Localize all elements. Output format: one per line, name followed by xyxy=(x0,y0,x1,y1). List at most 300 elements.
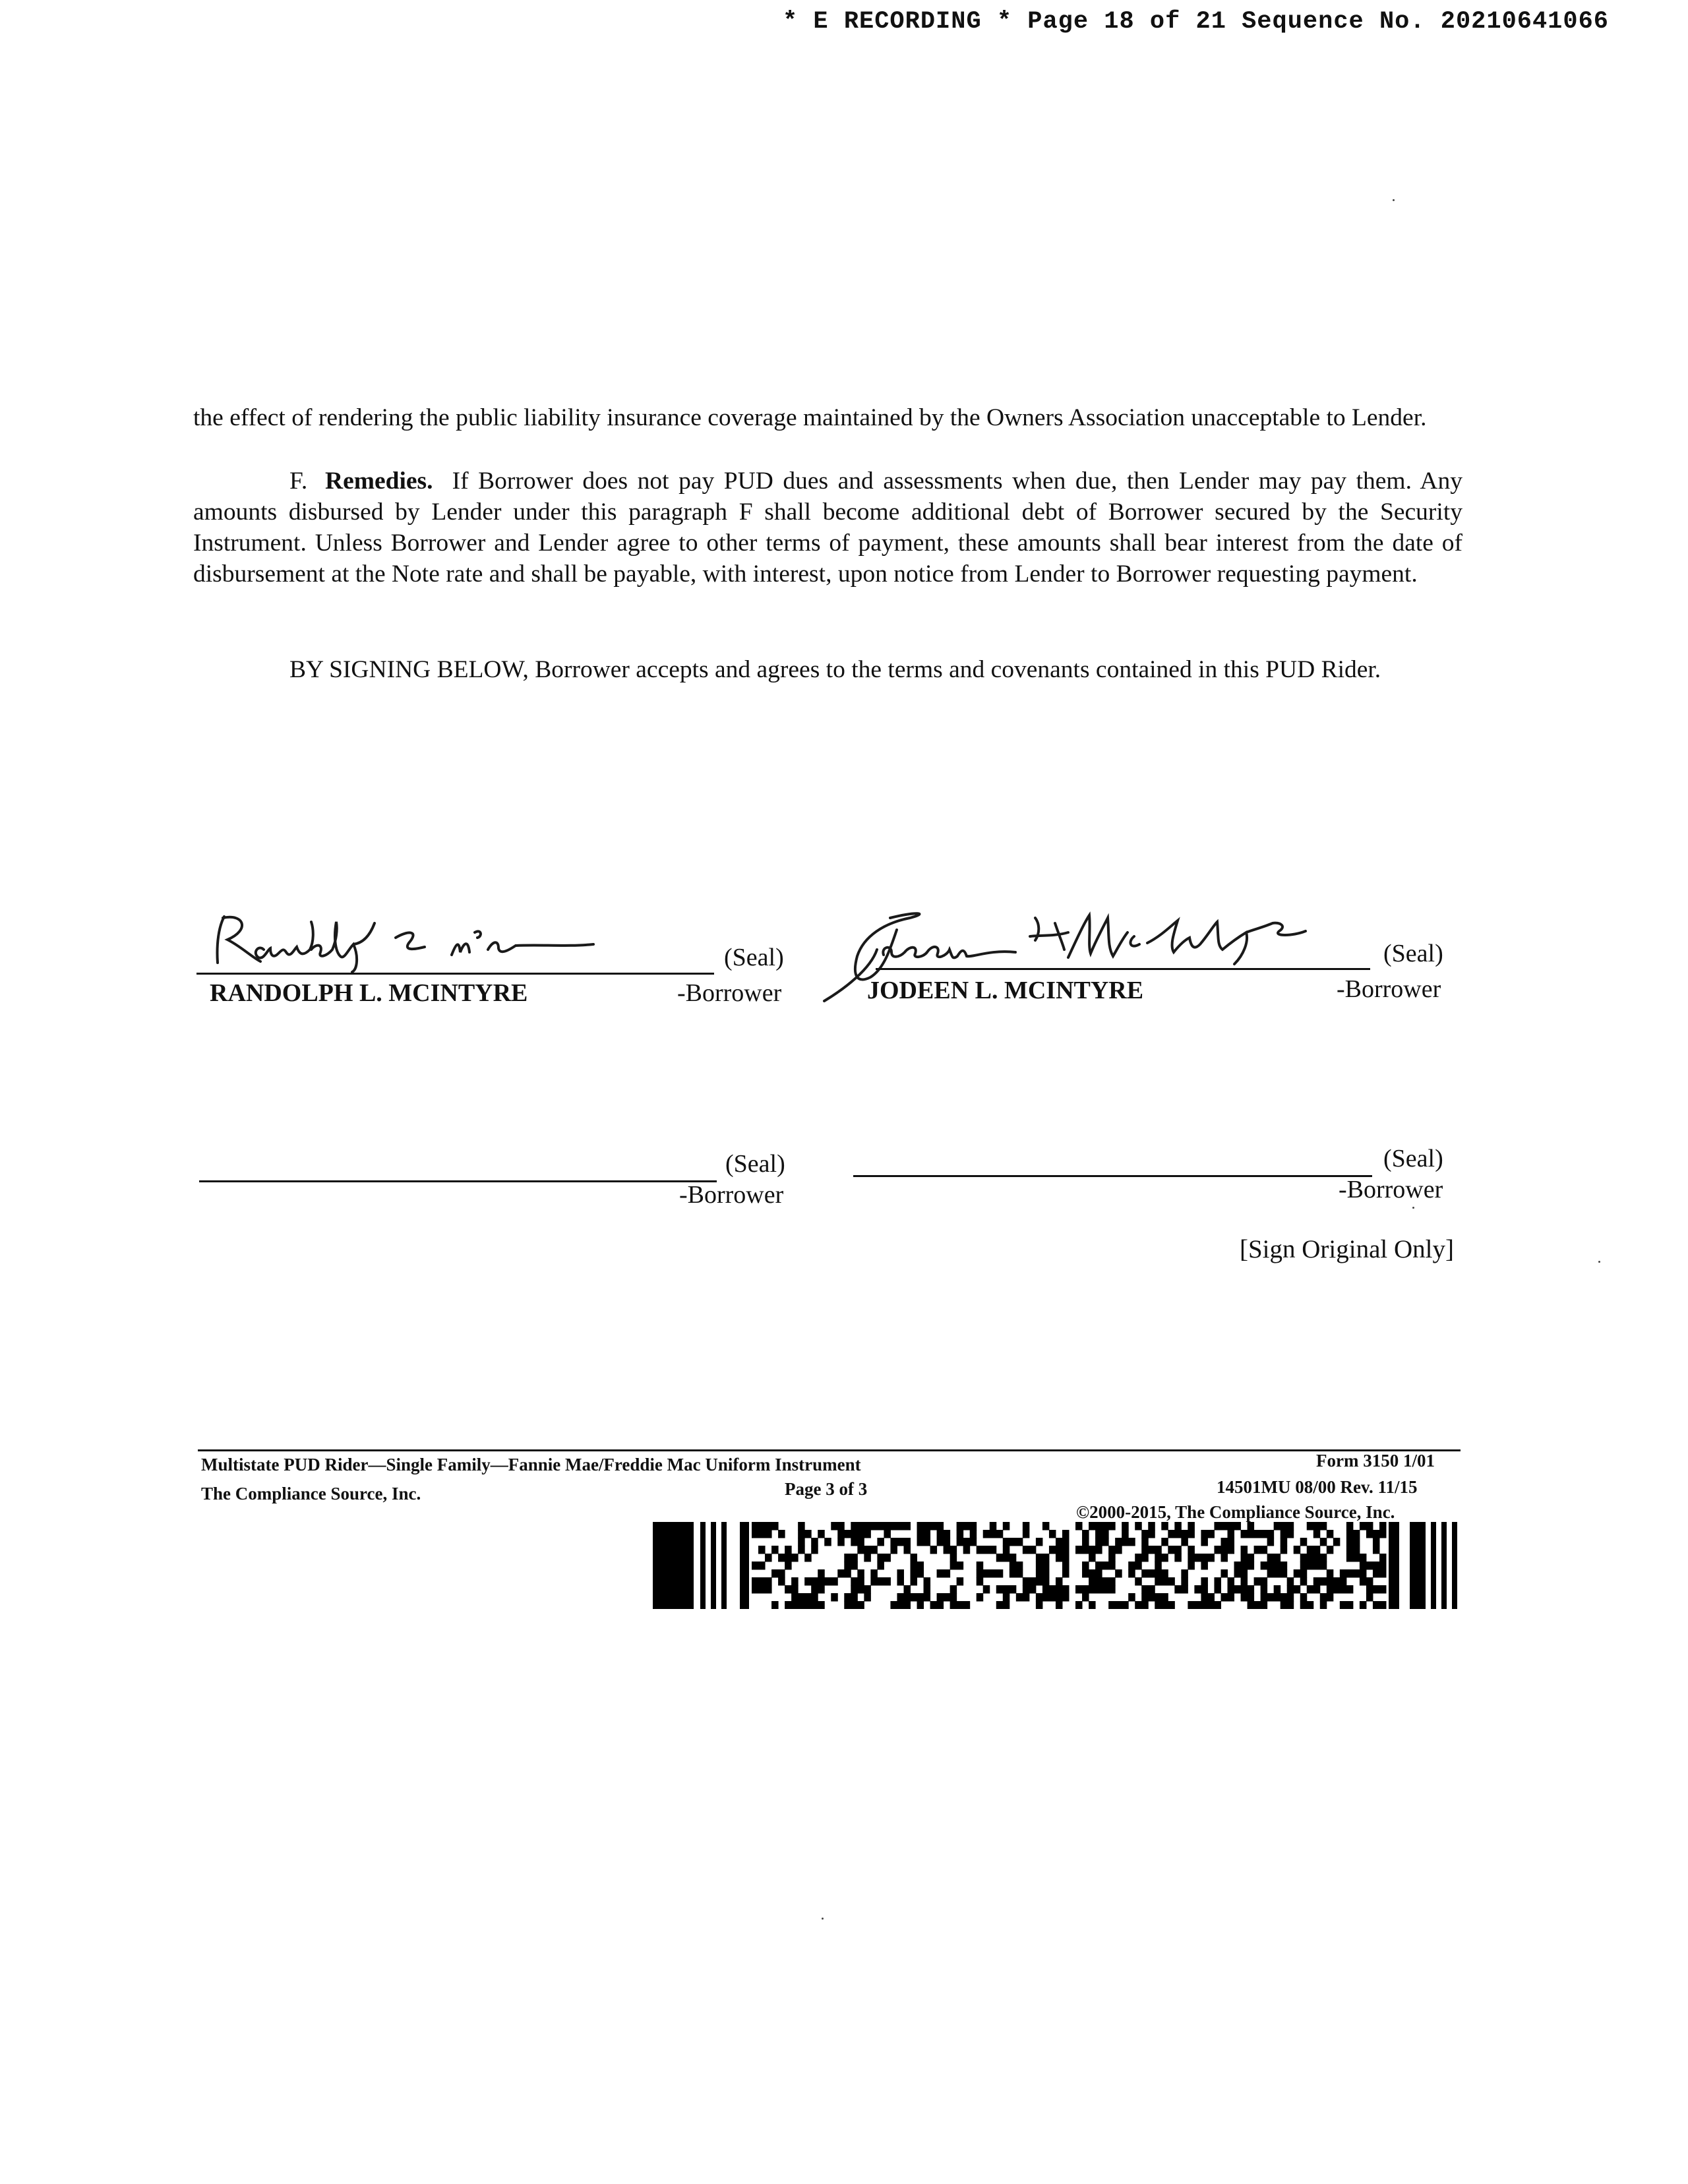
barcode-module xyxy=(1128,1538,1135,1546)
barcode-module xyxy=(1366,1585,1373,1594)
borrower1-signature xyxy=(198,903,607,976)
barcode-module xyxy=(1075,1546,1083,1554)
barcode-module xyxy=(771,1522,779,1531)
barcode-module xyxy=(1042,1554,1050,1562)
barcode-module xyxy=(1201,1562,1208,1570)
barcode-module xyxy=(857,1522,864,1531)
barcode-module xyxy=(950,1593,957,1602)
barcode-module xyxy=(1188,1601,1195,1609)
barcode-module xyxy=(1261,1530,1268,1538)
barcode-module xyxy=(818,1530,825,1538)
barcode-module xyxy=(798,1530,805,1538)
barcode-module xyxy=(1128,1569,1135,1578)
barcode-module xyxy=(1389,1522,1399,1609)
barcode-module xyxy=(1353,1546,1360,1554)
barcode-module xyxy=(1135,1601,1142,1609)
barcode-module xyxy=(1379,1554,1387,1562)
barcode-module xyxy=(1333,1585,1341,1594)
barcode-module xyxy=(1128,1593,1135,1602)
barcode-module xyxy=(765,1522,772,1531)
barcode-module xyxy=(1122,1601,1129,1609)
barcode-module xyxy=(1320,1538,1327,1546)
barcode-module xyxy=(818,1577,825,1586)
barcode-module xyxy=(1056,1593,1063,1602)
barcode-module xyxy=(765,1554,772,1562)
barcode-module xyxy=(970,1530,977,1538)
barcode-module xyxy=(1141,1585,1149,1594)
barcode-module xyxy=(1307,1554,1314,1562)
barcode-module xyxy=(1214,1585,1221,1594)
barcode-module xyxy=(996,1601,1004,1609)
barcode-module xyxy=(1029,1585,1037,1594)
barcode-module xyxy=(1327,1593,1334,1602)
barcode-module xyxy=(1082,1546,1089,1554)
barcode-module xyxy=(857,1577,864,1586)
barcode-module xyxy=(970,1522,977,1531)
barcode-module xyxy=(1346,1546,1354,1554)
barcode-module xyxy=(1108,1585,1116,1594)
barcode-module xyxy=(798,1522,805,1531)
barcode-module xyxy=(1023,1593,1030,1602)
barcode-module xyxy=(1102,1585,1109,1594)
barcode-module xyxy=(1300,1593,1308,1602)
barcode-module xyxy=(937,1601,944,1609)
barcode-module xyxy=(1102,1530,1109,1538)
barcode-module xyxy=(944,1538,951,1546)
barcode-module xyxy=(1313,1585,1321,1594)
barcode-module xyxy=(1003,1585,1010,1594)
barcode-module xyxy=(903,1546,911,1554)
barcode-module xyxy=(1095,1562,1102,1570)
barcode-module xyxy=(924,1522,931,1531)
barcode-module xyxy=(870,1569,878,1578)
barcode-module xyxy=(924,1585,931,1594)
barcode-module xyxy=(1241,1569,1248,1578)
barcode-module xyxy=(831,1522,838,1531)
barcode-module xyxy=(844,1569,851,1578)
barcode-module xyxy=(1373,1585,1380,1594)
barcode-module xyxy=(1234,1562,1242,1570)
barcode-module xyxy=(1188,1522,1195,1531)
barcode-module xyxy=(1287,1577,1294,1586)
barcode-module xyxy=(1181,1538,1188,1546)
barcode-module xyxy=(1010,1585,1017,1594)
barcode-module xyxy=(1346,1538,1354,1546)
barcode-module xyxy=(752,1577,759,1586)
barcode-module xyxy=(911,1577,918,1586)
barcode-module xyxy=(1274,1569,1281,1578)
barcode-module xyxy=(1108,1554,1116,1562)
scan-speck xyxy=(822,1918,824,1920)
barcode-module xyxy=(917,1569,924,1578)
barcode-module xyxy=(1122,1530,1129,1538)
barcode-module xyxy=(804,1554,812,1562)
barcode-module xyxy=(1036,1601,1043,1609)
barcode-module xyxy=(1294,1546,1301,1554)
barcode-module xyxy=(851,1554,858,1562)
barcode-module xyxy=(1241,1530,1248,1538)
barcode-module xyxy=(1181,1530,1188,1538)
barcode-module xyxy=(1194,1601,1201,1609)
barcode-module xyxy=(957,1577,964,1586)
barcode-module xyxy=(1274,1554,1281,1562)
barcode-module xyxy=(1102,1538,1109,1546)
barcode-module xyxy=(844,1601,851,1609)
barcode-module xyxy=(1168,1577,1175,1586)
footer-page-number: Page 3 of 3 xyxy=(785,1479,868,1499)
barcode-module xyxy=(870,1546,878,1554)
barcode-module xyxy=(1062,1593,1070,1602)
barcode-module xyxy=(1010,1569,1017,1578)
barcode-module xyxy=(1115,1546,1122,1554)
barcode-module xyxy=(1075,1522,1083,1531)
barcode-module xyxy=(1036,1593,1043,1602)
barcode-module xyxy=(1108,1522,1116,1531)
barcode-module xyxy=(970,1538,977,1546)
barcode-module xyxy=(1248,1585,1255,1594)
borrower2-signature-line xyxy=(876,968,1370,970)
barcode-module xyxy=(1281,1569,1288,1578)
barcode-module xyxy=(1201,1593,1208,1602)
barcode-module xyxy=(771,1569,779,1578)
barcode-module xyxy=(1274,1562,1281,1570)
barcode-module xyxy=(1366,1562,1373,1570)
barcode-module xyxy=(1441,1522,1447,1609)
barcode-module xyxy=(950,1554,957,1562)
barcode-module xyxy=(1082,1585,1089,1594)
barcode-module xyxy=(903,1522,911,1531)
barcode-module xyxy=(1254,1546,1261,1554)
barcode-module xyxy=(990,1569,997,1578)
barcode-module xyxy=(1161,1569,1168,1578)
barcode-module xyxy=(983,1569,990,1578)
barcode-module xyxy=(957,1530,964,1538)
barcode-module xyxy=(1366,1577,1373,1586)
scan-speck xyxy=(1412,1207,1414,1209)
barcode-module xyxy=(1042,1577,1050,1586)
barcode-module xyxy=(917,1530,924,1538)
barcode-module xyxy=(740,1522,749,1609)
barcode-module xyxy=(1241,1585,1248,1594)
barcode-module xyxy=(1248,1593,1255,1602)
barcode-module xyxy=(1307,1522,1314,1531)
barcode-module xyxy=(1452,1522,1457,1609)
barcode-module xyxy=(1340,1577,1347,1586)
barcode-module xyxy=(791,1593,799,1602)
footer-revision: 14501MU 08/00 Rev. 11/15 xyxy=(1217,1477,1418,1497)
barcode-module xyxy=(1261,1562,1268,1570)
barcode-module xyxy=(1228,1577,1235,1586)
barcode-module xyxy=(837,1538,845,1546)
barcode-module xyxy=(1307,1601,1314,1609)
barcode-module xyxy=(1082,1562,1089,1570)
barcode-module xyxy=(1294,1585,1301,1594)
barcode-module xyxy=(791,1585,799,1594)
barcode-module xyxy=(798,1538,805,1546)
barcode-module xyxy=(1102,1562,1109,1570)
barcode-module xyxy=(950,1546,957,1554)
barcode-module xyxy=(844,1593,851,1602)
barcode-module xyxy=(1095,1522,1102,1531)
barcode-module xyxy=(1373,1562,1380,1570)
barcode-module xyxy=(798,1546,805,1554)
barcode-module xyxy=(752,1562,759,1570)
barcode-module xyxy=(977,1562,984,1570)
barcode-module xyxy=(1373,1538,1380,1546)
barcode-module xyxy=(1161,1522,1168,1531)
borrower1-role: -Borrower xyxy=(677,979,782,1007)
barcode-module xyxy=(1241,1577,1248,1586)
barcode-module xyxy=(1036,1538,1043,1546)
barcode-module xyxy=(950,1562,957,1570)
barcode-module xyxy=(1089,1569,1096,1578)
barcode-module xyxy=(1327,1569,1334,1578)
barcode-module xyxy=(1155,1593,1162,1602)
barcode-module xyxy=(811,1585,818,1594)
barcode-module xyxy=(977,1546,984,1554)
barcode-module xyxy=(1281,1562,1288,1570)
barcode-module xyxy=(957,1562,964,1570)
barcode-module xyxy=(1281,1546,1288,1554)
barcode-module xyxy=(1366,1530,1373,1538)
barcode-module xyxy=(977,1593,984,1602)
barcode-module xyxy=(837,1530,845,1538)
barcode-module xyxy=(944,1569,951,1578)
recording-header: * E RECORDING * Page 18 of 21 Sequence No. 20210641066 xyxy=(783,8,1609,36)
barcode-module xyxy=(1062,1554,1070,1562)
barcode-module xyxy=(1214,1546,1221,1554)
barcode-module xyxy=(1201,1554,1208,1562)
barcode-module xyxy=(1207,1530,1215,1538)
barcode-module xyxy=(1148,1593,1155,1602)
barcode-module xyxy=(937,1522,944,1531)
barcode-module xyxy=(1248,1522,1255,1531)
barcode-module xyxy=(911,1593,918,1602)
barcode-module xyxy=(1089,1585,1096,1594)
barcode-module xyxy=(1261,1546,1268,1554)
barcode-module xyxy=(1188,1562,1195,1570)
barcode-module xyxy=(884,1530,891,1538)
barcode-module xyxy=(752,1530,759,1538)
paragraph-heading: Remedies. xyxy=(325,468,433,495)
barcode-module xyxy=(963,1522,971,1531)
barcode-module xyxy=(1320,1522,1327,1531)
barcode-module xyxy=(1313,1522,1321,1531)
barcode-module xyxy=(963,1546,971,1554)
barcode-module xyxy=(1234,1522,1242,1531)
barcode-module xyxy=(864,1593,871,1602)
barcode-module xyxy=(857,1546,864,1554)
barcode-module xyxy=(977,1577,984,1586)
barcode-module xyxy=(1254,1577,1261,1586)
barcode-module xyxy=(903,1601,911,1609)
borrower2-name: JODEEN L. MCINTYRE xyxy=(867,977,1144,1004)
barcode-module xyxy=(1036,1569,1043,1578)
barcode-module xyxy=(890,1522,897,1531)
barcode-module xyxy=(1340,1585,1347,1594)
barcode-module xyxy=(1261,1593,1268,1602)
barcode-module xyxy=(1188,1554,1195,1562)
barcode-module xyxy=(1201,1585,1208,1594)
barcode-module xyxy=(1089,1546,1096,1554)
barcode-module xyxy=(1042,1562,1050,1570)
barcode-module xyxy=(778,1530,785,1538)
borrower1-name: RANDOLPH L. MCINTYRE xyxy=(210,979,528,1007)
barcode-module xyxy=(1379,1530,1387,1538)
scan-speck xyxy=(1393,199,1395,201)
barcode-module xyxy=(1228,1538,1235,1546)
barcode-module xyxy=(1003,1538,1010,1546)
barcode-module xyxy=(950,1585,957,1594)
barcode-module xyxy=(963,1538,971,1546)
barcode-module xyxy=(1188,1530,1195,1538)
barcode-module xyxy=(1023,1546,1030,1554)
barcode-module xyxy=(1267,1569,1275,1578)
barcode-module xyxy=(1141,1601,1149,1609)
barcode-module xyxy=(831,1593,838,1602)
barcode-module xyxy=(1287,1530,1294,1538)
barcode-module xyxy=(1082,1538,1089,1546)
barcode-module xyxy=(990,1530,997,1538)
barcode-module xyxy=(1075,1601,1083,1609)
barcode-module xyxy=(804,1593,812,1602)
barcode-module xyxy=(1042,1593,1050,1602)
barcode-module xyxy=(1036,1562,1043,1570)
barcode-module xyxy=(1161,1601,1168,1609)
barcode-module xyxy=(1287,1601,1294,1609)
barcode-module xyxy=(1201,1538,1208,1546)
barcode-module xyxy=(1300,1538,1308,1546)
barcode-module xyxy=(758,1577,766,1586)
barcode-module xyxy=(1128,1562,1135,1570)
barcode-module xyxy=(1161,1593,1168,1602)
barcode-module xyxy=(752,1585,759,1594)
barcode-module xyxy=(1010,1554,1017,1562)
barcode-module xyxy=(1141,1530,1149,1538)
barcode-module xyxy=(1241,1562,1248,1570)
barcode-module xyxy=(1108,1562,1116,1570)
barcode-module xyxy=(1254,1530,1261,1538)
barcode-module xyxy=(1248,1562,1255,1570)
barcode-module xyxy=(1281,1530,1288,1538)
barcode-module xyxy=(1274,1593,1281,1602)
footer-company: The Compliance Source, Inc. xyxy=(201,1484,421,1503)
barcode-module xyxy=(1300,1577,1308,1586)
barcode-module xyxy=(1042,1522,1050,1531)
barcode-module xyxy=(1221,1569,1228,1578)
barcode-module xyxy=(990,1522,997,1531)
barcode-module xyxy=(1307,1546,1314,1554)
barcode-module xyxy=(1274,1522,1281,1531)
barcode-module xyxy=(1108,1546,1116,1554)
barcode-module xyxy=(1095,1569,1102,1578)
barcode-module xyxy=(1155,1562,1162,1570)
barcode-module xyxy=(957,1522,964,1531)
barcode-module xyxy=(1261,1577,1268,1586)
barcode-module xyxy=(1281,1601,1288,1609)
barcode-module xyxy=(1379,1601,1387,1609)
barcode-module xyxy=(897,1569,904,1578)
barcode-module xyxy=(765,1577,772,1586)
barcode-module xyxy=(884,1554,891,1562)
barcode-module xyxy=(1062,1562,1070,1570)
barcode-module xyxy=(996,1554,1004,1562)
barcode-module xyxy=(870,1522,878,1531)
barcode-module xyxy=(1228,1585,1235,1594)
barcode-module xyxy=(1360,1577,1367,1586)
barcode-module xyxy=(1346,1554,1354,1562)
barcode-module xyxy=(785,1585,792,1594)
barcode-module xyxy=(758,1562,766,1570)
barcode-module xyxy=(1228,1546,1235,1554)
barcode-module xyxy=(851,1585,858,1594)
barcode-module xyxy=(1089,1601,1096,1609)
barcode-module xyxy=(930,1601,938,1609)
barcode-module xyxy=(944,1593,951,1602)
barcode-module xyxy=(771,1601,779,1609)
barcode-module xyxy=(1221,1546,1228,1554)
barcode-module xyxy=(1281,1522,1288,1531)
barcode-module xyxy=(1379,1522,1387,1531)
barcode-module xyxy=(653,1522,694,1609)
barcode-module xyxy=(1360,1554,1367,1562)
barcode-module xyxy=(1095,1538,1102,1546)
barcode-module xyxy=(1056,1554,1063,1562)
barcode-module xyxy=(1036,1577,1043,1586)
barcode-module xyxy=(1141,1538,1149,1546)
barcode-module xyxy=(824,1577,831,1586)
barcode-module xyxy=(1313,1530,1321,1538)
barcode-module xyxy=(930,1522,938,1531)
barcode-module xyxy=(1254,1601,1261,1609)
barcode-module xyxy=(700,1522,706,1609)
barcode-module xyxy=(1373,1530,1380,1538)
barcode-module xyxy=(1281,1538,1288,1546)
barcode-module xyxy=(877,1538,884,1546)
barcode-module xyxy=(1241,1554,1248,1562)
barcode-module xyxy=(1346,1601,1354,1609)
barcode-module xyxy=(1155,1577,1162,1586)
barcode-module xyxy=(1062,1569,1070,1578)
barcode-module xyxy=(851,1538,858,1546)
barcode-module xyxy=(944,1530,951,1538)
scan-speck xyxy=(1598,1261,1600,1263)
barcode-module xyxy=(837,1569,845,1578)
barcode-module xyxy=(1360,1569,1367,1578)
barcode-module xyxy=(1135,1522,1142,1531)
barcode-module xyxy=(1168,1546,1175,1554)
barcode-module xyxy=(1029,1546,1037,1554)
barcode-module xyxy=(1228,1522,1235,1531)
barcode-module xyxy=(864,1554,871,1562)
barcode-module xyxy=(758,1530,766,1538)
barcode-module xyxy=(1023,1585,1030,1594)
barcode-module xyxy=(1287,1593,1294,1602)
barcode-module xyxy=(851,1530,858,1538)
signing-text: BY SIGNING BELOW, Borrower accepts and agrees to the terms and covenants contained in this PUD Rider. xyxy=(289,656,1381,683)
barcode-module xyxy=(864,1530,871,1538)
barcode-module xyxy=(818,1601,825,1609)
barcode-module xyxy=(1095,1530,1102,1538)
barcode-module xyxy=(1346,1522,1354,1531)
barcode-module xyxy=(1049,1546,1056,1554)
barcode-module xyxy=(1320,1562,1327,1570)
barcode-module xyxy=(1168,1601,1175,1609)
barcode-module xyxy=(1056,1546,1063,1554)
barcode-module xyxy=(996,1585,1004,1594)
barcode-module xyxy=(877,1554,884,1562)
barcode-module xyxy=(1340,1601,1347,1609)
